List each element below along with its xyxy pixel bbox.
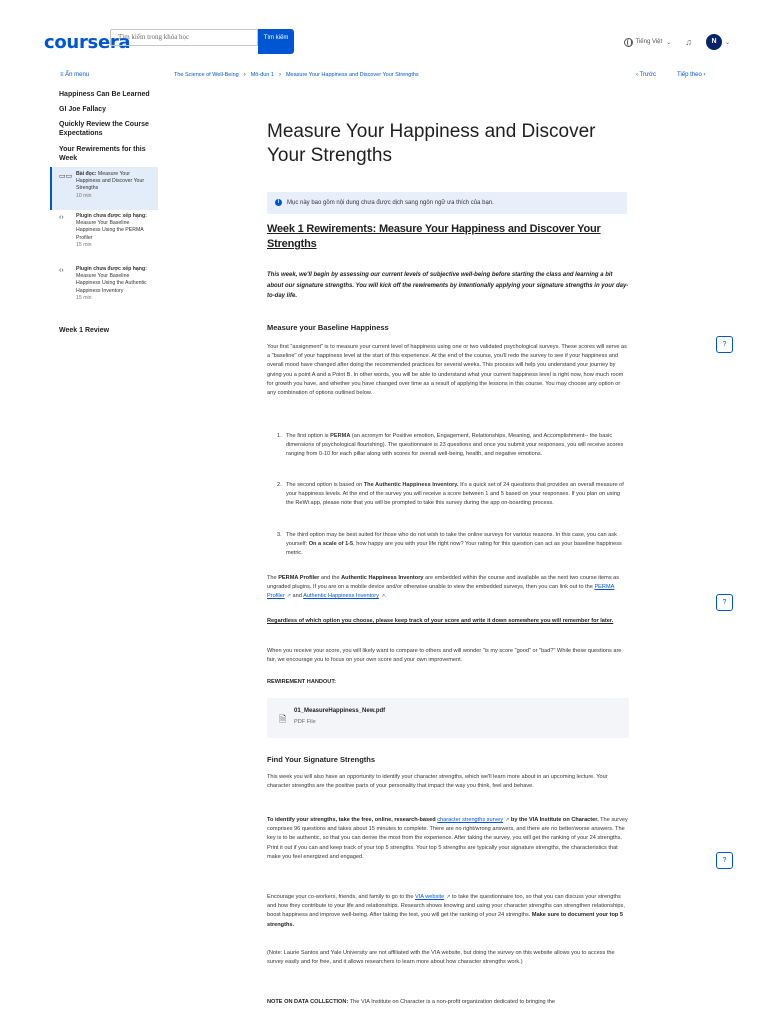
sidebar-section-week1-review[interactable]: Week 1 Review: [59, 327, 110, 334]
bold-span: Authentic Happiness Inventory: [341, 575, 424, 581]
option-bold: On a scale of 1-5: [308, 541, 354, 548]
bold-span: by the VIA Institute on Character.: [509, 817, 599, 823]
bold-span: To identify your strengths, take the free, online, research-based: [267, 817, 438, 823]
aha-inventory-link[interactable]: Authentic Happiness Inventory: [303, 593, 379, 600]
bell-icon[interactable]: ♫: [685, 37, 692, 47]
data-collection-paragraph: [267, 998, 629, 1007]
globe-icon[interactable]: [624, 38, 633, 47]
info-icon: i: [275, 199, 282, 206]
week-heading: Week 1 Rewirements: Measure Your Happiness and Discover Your Strengths: [267, 223, 601, 250]
coursera-logo[interactable]: coursera: [44, 32, 131, 53]
text-span: The VIA Institute on Character is a non-profit organization dedicated to bringing the: [348, 999, 555, 1005]
external-link-icon: ↗: [505, 817, 510, 823]
intro-text: This week, we'll begin by assessing our current levels of subjective well-being before starting the class and learning a bit about our signature strengths. You will kick off the rewirements by intentionally applying your signature strengths in your day-to-day life.: [267, 272, 629, 299]
option-text: The first option is: [286, 433, 331, 439]
sidebar-section-happiness[interactable]: Happiness Can Be Learned: [59, 91, 150, 98]
baseline-paragraph: Your first "assignment" is to measure your current level of happiness using one or two validated psychological surveys. These scores will serve as a "baseline" of your happiness level at the start of this experience. At the end of the course, you'll redo the survey to see if your happiness and overall mood have changed after doing the recommended practices for several weeks. This process will help you understand your journey by giving you a point A and a Point B. In other words, you will be able to understand what your current happiness level is right now, how much room for growth you have, and whether you have changed over time as a result of applying the lessons in this course. You may choose any option or any combination of options outlined below.: [267, 344, 627, 397]
hide-menu-button[interactable]: ≡ Ẩn menu: [60, 72, 90, 78]
help-icon[interactable]: ?: [716, 594, 733, 611]
file-name[interactable]: 01_MeasureHappiness_New.pdf: [294, 708, 386, 714]
option-number: 2.: [277, 482, 282, 488]
section-title-baseline: Measure your Baseline Happiness: [267, 323, 389, 332]
top-header: [0, 0, 768, 60]
sidebar-item-duration: 10 min: [76, 192, 92, 199]
bold-span: Make sure to document your top 5 strengths.: [267, 912, 623, 928]
help-icon[interactable]: ?: [716, 336, 733, 353]
chevron-right-icon: ›: [278, 72, 281, 78]
strengths-paragraph-2: [267, 816, 629, 862]
perma-profiler-link[interactable]: PERMA Profiler: [267, 584, 615, 600]
bold-span: NOTE ON DATA COLLECTION:: [267, 999, 349, 1005]
option-text: The second option is based on: [286, 482, 364, 488]
text-span: and: [290, 593, 304, 600]
option-number: 3.: [277, 532, 282, 538]
sidebar-item-type: Bài đọc:: [76, 171, 97, 177]
plugin-icon: ‹›: [59, 214, 64, 221]
sidebar-item-title: Measure Your Baseline Happiness Using the PERMA Profiler: [76, 220, 144, 241]
external-link-icon: ↗: [286, 593, 291, 600]
strengths-paragraph-1: This week you will also have an opportunity to identify your character strengths, which we'll learn more about in an upcoming lecture. Your character strengths are the positive parts of your personality that impact the way you think, feel and behave.: [267, 774, 608, 790]
via-website-link[interactable]: VIA website: [415, 894, 445, 900]
search-input[interactable]: Tìm kiếm trong khóa học: [110, 29, 258, 46]
score-paragraph: When you receive your score, you will likely want to compare to others and will wonder "is my score "good" or "bad?" While these questions are fair, we encourage you to focus on your own score and your own improvement.: [267, 648, 622, 664]
note-paragraph: (Note: Laurie Santos and Yale University are not affiliated with the VIA website, but doing the survey on this website allows you to access the survey easily and for free, and it allows researchers to learn more about how character strengths work.): [267, 950, 615, 966]
avatar[interactable]: N: [706, 34, 722, 50]
chevron-down-icon[interactable]: ⌄: [666, 39, 672, 46]
keep-track-notice: Regardless of which option you choose, please keep track of your score and write it down somewhere you will remember for later.: [267, 618, 614, 624]
next-button[interactable]: Tiếp theo ›: [677, 72, 706, 78]
option-text: (an acronym for Positive emotion, Engagement, Relationships, Meaning, and Accomplishment-- the basic dimensions of psychological flourishing). The questionnaire is 23 questions and once you submit your responses, you will receive scores ranging from 0-10 for each pillar along with scores for overall well-being, health, and negative emotions.: [286, 433, 624, 458]
sidebar: [50, 60, 158, 360]
sidebar-section-gi-joe[interactable]: GI Joe Fallacy: [59, 106, 107, 113]
main-content: [267, 120, 629, 1020]
sidebar-item-title: Measure Your Baseline Happiness Using the Authentic Happiness Inventory: [76, 273, 147, 294]
book-icon: ▭▭: [59, 173, 73, 180]
bold-span: PERMA Profiler: [278, 575, 320, 581]
translation-notice-text: Mục này bao gồm nội dung chưa được dịch sang ngôn ngữ ưa thích của bạn.: [287, 200, 494, 206]
sidebar-section-course-expectations[interactable]: Quickly Review the Course Expectations: [59, 121, 149, 137]
language-selector[interactable]: Tiếng Việt: [635, 39, 663, 45]
sidebar-item-title: Measure Your Happiness and Discover Your Strengths: [76, 171, 145, 192]
section-title-strengths: Find Your Signature Strengths: [267, 755, 376, 764]
breadcrumb: [174, 72, 419, 78]
sidebar-item-type: Plugin chưa được xếp hạng:: [76, 213, 147, 219]
text-span: The: [267, 575, 279, 581]
file-icon: 🗎: [279, 714, 287, 724]
plugin-icon: ‹›: [59, 267, 64, 274]
external-link-icon: ↗: [446, 894, 451, 900]
text-span: are embedded within the course and available as the next two course items as ungraded plugins. If you are on a mobile device and/or otherwise unable to view the embedded surveys, then you can link out to the: [267, 575, 620, 591]
text-span: and the: [319, 575, 342, 581]
option-text: The third option may be best suited for those who do not wish to take the online surveys for various reasons. In this case, you can ask yourself:: [286, 532, 617, 548]
option-text: It's a quick set of 24 questions that provides an overall measure of your happiness levels. At the end of the survey you will receive a score between 1 and 5 based on your responses. If you plan on using the ReWi app, please note that you will be prompted to take this survey during the app on-boarding process.: [286, 482, 624, 507]
handout-file[interactable]: [267, 698, 629, 738]
option-bold: The Authentic Happiness Inventory.: [363, 482, 459, 488]
chevron-right-icon: ›: [243, 72, 246, 78]
translation-notice: [267, 192, 627, 214]
sidebar-section-rewirements[interactable]: Your Rewirements for this Week: [59, 146, 146, 162]
text-span: The survey comprises 96 questions and takes about 15 minutes to complete. There are no right/wrong answers, and there are no better/worse answers. The key is to be authentic, so that you can derive the most from the experience. After taking the survey, you will get the ranking of your 24 strengths. Print it out if you can and keep track of your top 5 strengths. Your top 5 strengths are typically your signature strengths, the characteristics that make you feel energized and engaged.: [267, 817, 628, 860]
help-icon[interactable]: ?: [716, 852, 733, 869]
sidebar-item-duration: 15 min: [76, 241, 92, 248]
text-span: Encourage your co-workers, friends, and family to go to the: [267, 894, 415, 900]
breadcrumb-module[interactable]: Mô-đun 1: [250, 72, 274, 78]
breadcrumb-current[interactable]: Measure Your Happiness and Discover Your Strengths: [285, 72, 419, 78]
sidebar-item-type: Plugin chưa được xếp hạng:: [76, 266, 147, 272]
option-text: , how happy are you with your life right now? Your rating for this question can act as your baseline happiness metric.: [286, 541, 622, 557]
option-bold: PERMA: [330, 433, 351, 439]
search-button[interactable]: Tìm kiếm: [258, 29, 294, 54]
text-span: to take the questionnaire too, so that you can discuss your strengths and how they contribute to your life and relationships. Research shows knowing and using your character strengths can strengthen relationships, boost happiness and improve well-being. After taking the test, you will get the ranking of your 24 strengths.: [267, 894, 625, 919]
breadcrumb-course[interactable]: The Science of Well-Being: [174, 72, 239, 78]
page-title: Measure Your Happiness and Discover Your Strengths: [267, 121, 596, 166]
previous-button[interactable]: ‹ Trước: [636, 72, 656, 78]
file-type: PDF File: [294, 719, 316, 725]
sidebar-item-duration: 15 min: [76, 294, 92, 301]
external-link-icon: ↗: [380, 593, 386, 600]
handout-label: REWIREMENT HANDOUT:: [267, 679, 336, 685]
option-number: 1.: [277, 433, 282, 439]
character-strengths-survey-link[interactable]: character strengths survey: [437, 817, 504, 823]
embedded-surveys-paragraph: The PERMA Profiler and the Authentic Happiness Inventory are embedded within the course and available as the next two course items as ungraded plugins. If you are on a mobile device and/or otherwise unable to view the embedded surveys, then you can link out to the PERMA Profiler ↗ and Authentic Happiness Inventory ↗.: [267, 575, 620, 600]
chevron-down-icon[interactable]: ⌄: [724, 39, 730, 46]
header-actions: [624, 34, 731, 50]
strengths-paragraph-3: [267, 893, 629, 930]
